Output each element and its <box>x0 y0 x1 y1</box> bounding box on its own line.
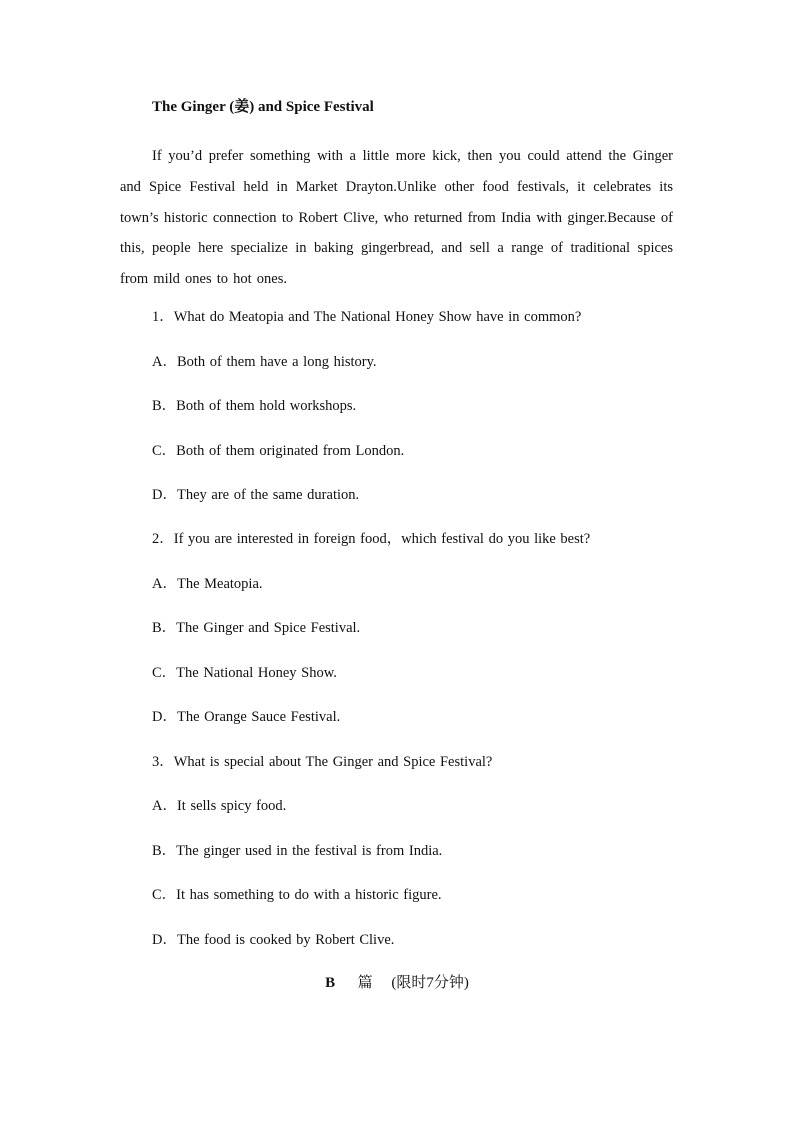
question-3-stem: 3．What is special about The Ginger and Spice Festival? <box>152 754 493 770</box>
question-3-option-b: B．The ginger used in the festival is from India. <box>152 843 443 859</box>
section-letter: B <box>325 975 336 991</box>
passage-paragraph: If you’d prefer something with a little more kick, then you could attend the Ginger and Spice Festival held in Market Drayton.Unlike other food festivals, it celebrates its town’s historic connection to Robert Clive, who returned from India with ginger.Because of this, people here specialize in baking gingerbread, and sell a range of traditional spices from mild ones to hot ones. <box>120 148 673 288</box>
question-3-option-d: D．The food is cooked by Robert Clive. <box>152 932 395 948</box>
question-2-stem: 2．If you are interested in foreign food，which festival do you like best? <box>152 531 591 547</box>
question-1-option-a: A．Both of them have a long history. <box>152 354 377 370</box>
section-label: 篇 <box>357 975 373 991</box>
passage-title: The Ginger (姜) and Spice Festival <box>152 99 374 115</box>
question-2-option-a: A．The Meatopia. <box>152 576 263 592</box>
question-2-option-d: D．The Orange Sauce Festival. <box>152 709 341 725</box>
question-3-option-c: C．It has something to do with a historic figure. <box>152 887 442 903</box>
question-1-stem: 1．What do Meatopia and The National Honey Show have in common? <box>152 309 582 325</box>
section-heading <box>0 973 794 993</box>
question-2-option-b: B．The Ginger and Spice Festival. <box>152 620 361 636</box>
question-1-option-b: B．Both of them hold workshops. <box>152 398 357 414</box>
section-time-limit: (限时7分钟) <box>391 975 469 991</box>
question-1-option-d: D．They are of the same duration. <box>152 487 360 503</box>
question-3-option-a: A．It sells spicy food. <box>152 798 287 814</box>
question-2-option-c: C．The National Honey Show. <box>152 665 337 681</box>
question-1-option-c: C．Both of them originated from London. <box>152 443 405 459</box>
